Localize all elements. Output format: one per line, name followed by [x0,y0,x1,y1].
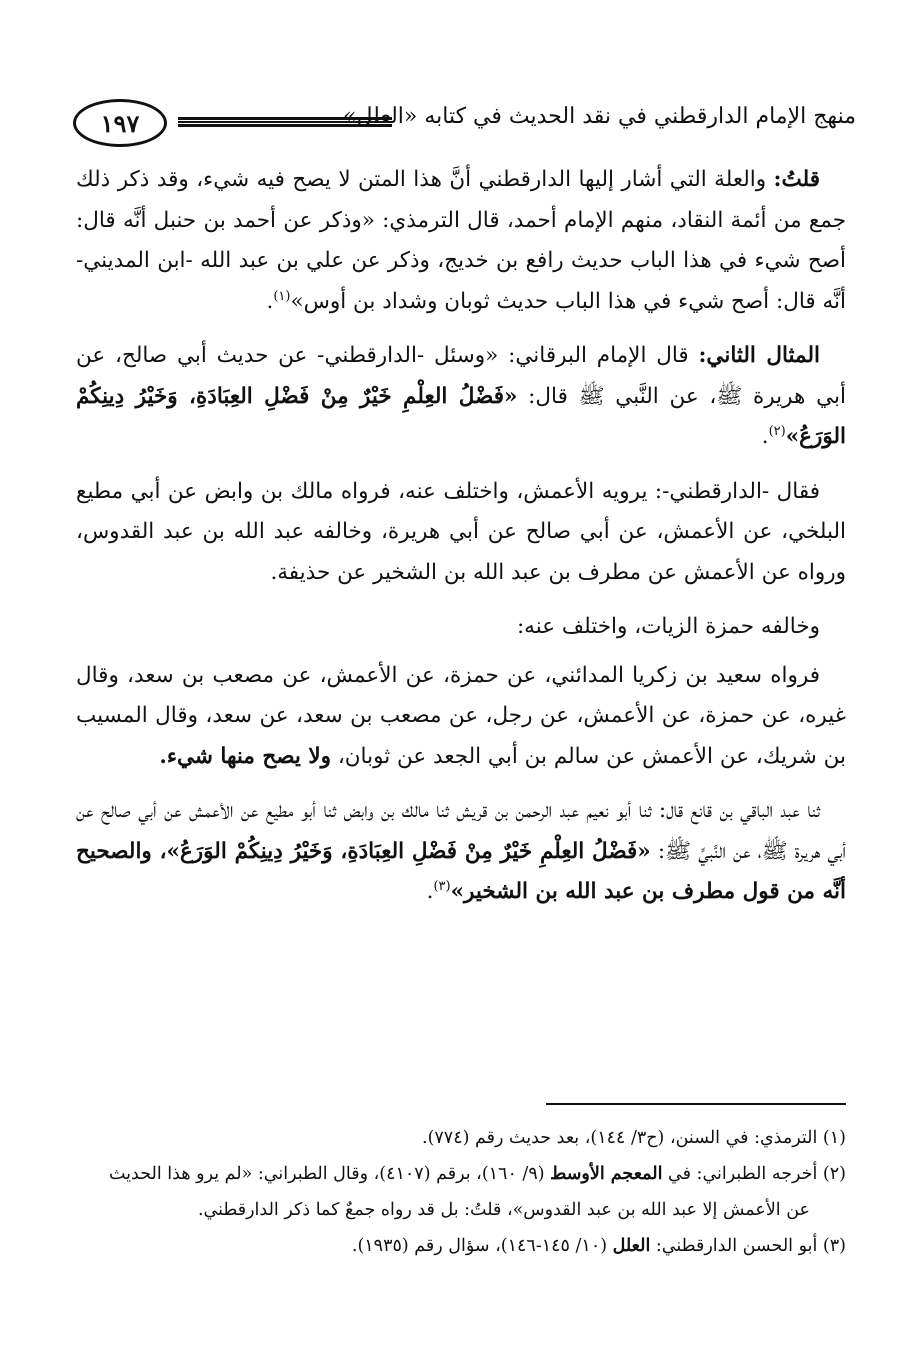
footnote-text: (١٠/ ١٤٥-١٤٦)، سؤال رقم (١٩٣٥). [351,1236,613,1256]
paragraph-1 [76,160,846,322]
paragraph-6 [76,791,846,913]
hadith-quote: «فَضْلُ العِلْمِ خَيْرٌ مِنْ فَضْلِ العِبَادَةِ، وَخَيْرُ دِينِكُمْ الوَرَعُ» [76,383,846,449]
paragraph-5 [76,656,846,778]
book-title: العلل [612,1236,651,1256]
footnote-ref: (١) [273,288,291,304]
paragraph-end: . [761,424,769,449]
footnote-ref: (٣) [433,878,451,894]
footnote-3 [76,1228,846,1264]
paragraph-text: والعلة التي أشار إليها الدارقطني أنَّ هذا المتن لا يصح فيه شيء، وقد ذكر ذلك جمع من أئمة النقاد، منهم الإمام أحمد، قال الترمذي: «وذكر عن أحمد بن حنبل أنَّه قال: أصح شيء في هذا الباب حديث رافع بن خديج، وذكر عن علي بن عبد الله -ابن المديني- أنَّه قال: أصح شيء في هذا الباب حديث ثوبان وشداد بن أوس» [76,167,846,314]
footnote-text: (٣) أبو الحسن الدارقطني: [650,1236,846,1256]
page-number: ١٩٧ [100,108,140,138]
footnote-2 [76,1156,846,1192]
footnote-1: (١) الترمذي: في السنن، (ح٣/ ١٤٤)، بعد حديث رقم (٧٧٤). [422,1128,846,1148]
footnote-text: (٩/ ١٦٠)، برقم (٤١٠٧)، وقال الطبراني: «لم يرو هذا الحديث [108,1164,551,1184]
footnote-separator [546,1103,846,1105]
paragraph-text: ثنا عبد الباقي بن قانع قال: ثنا أبو نعيم عبد الرحمن بن قريش ثنا مالك بن وابض ثنا أبو مطيع عن الأعمش عن أبي صالح عن أبي هريرة ﷺ، عن النَّبيِّ ﷺ: [76,798,846,864]
verdict-text: ولا يصح منها شيء. [159,743,331,769]
paragraph-2 [76,336,846,458]
lead-term: قلتُ: [773,167,820,192]
page-header [0,0,908,160]
running-title: منهج الإمام الدارقطني في نقد الحديث في كتابه «العلل» [343,104,856,129]
main-text [76,160,846,927]
paragraph-4: وخالفه حمزة الزيات، واختلف عنه: [516,614,820,639]
book-title: المعجم الأوسط [550,1164,663,1184]
paragraph-text: قال الإمام البرقاني: «وسئل -الدارقطني- عن حديث أبي صالح، عن أبي هريرة ﷺ، عن النَّبي ﷺ قال: [76,343,846,409]
paragraph-text: فرواه سعيد بن زكريا المدائني، عن حمزة، عن الأعمش، عن مصعب بن سعد، وقال غيره، عن حمزة، عن الأعمش، عن رجل، عن مصعب بن سعد، عن سعد، وقال المسيب بن شريك، عن الأعمش عن سالم بن أبي الجعد عن ثوبان، [76,662,846,769]
footnote-text: (٢) أخرجه الطبراني: في [662,1164,846,1184]
paragraph-3: فقال -الدارقطني-: يرويه الأعمش، واختلف عنه، فرواه مالك بن وابض عن أبي مطيع البلخي، عن الأعمش، عن أبي صالح عن أبي هريرة، وخالفه عبد الله بن عبد القدوس، ورواه عن الأعمش عن مطرف بن عبد الله بن الشخير عن حذيفة. [76,478,846,585]
paragraph-end: . [266,288,274,314]
footnote-ref: (٢) [768,423,786,439]
footnote-2-continued: عن الأعمش إلا عبد الله بن عبد القدوس»، قلتُ: بل قد رواه جمعٌ كما ذكر الدارقطني. [197,1200,810,1220]
page-number-badge [73,99,167,147]
paragraph-end: . [426,879,434,904]
hadith-quote: «فَضْلُ العِلْمِ خَيْرٌ مِنْ فَضْلِ العِبَادَةِ، وَخَيْرُ دِينِكُمْ الوَرَعُ»، والصحيح أنَّه من قول مطرف بن عبد الله بن الشخير» [76,838,846,904]
footnotes [76,1120,846,1264]
lead-term: المثال الثاني: [698,343,820,368]
